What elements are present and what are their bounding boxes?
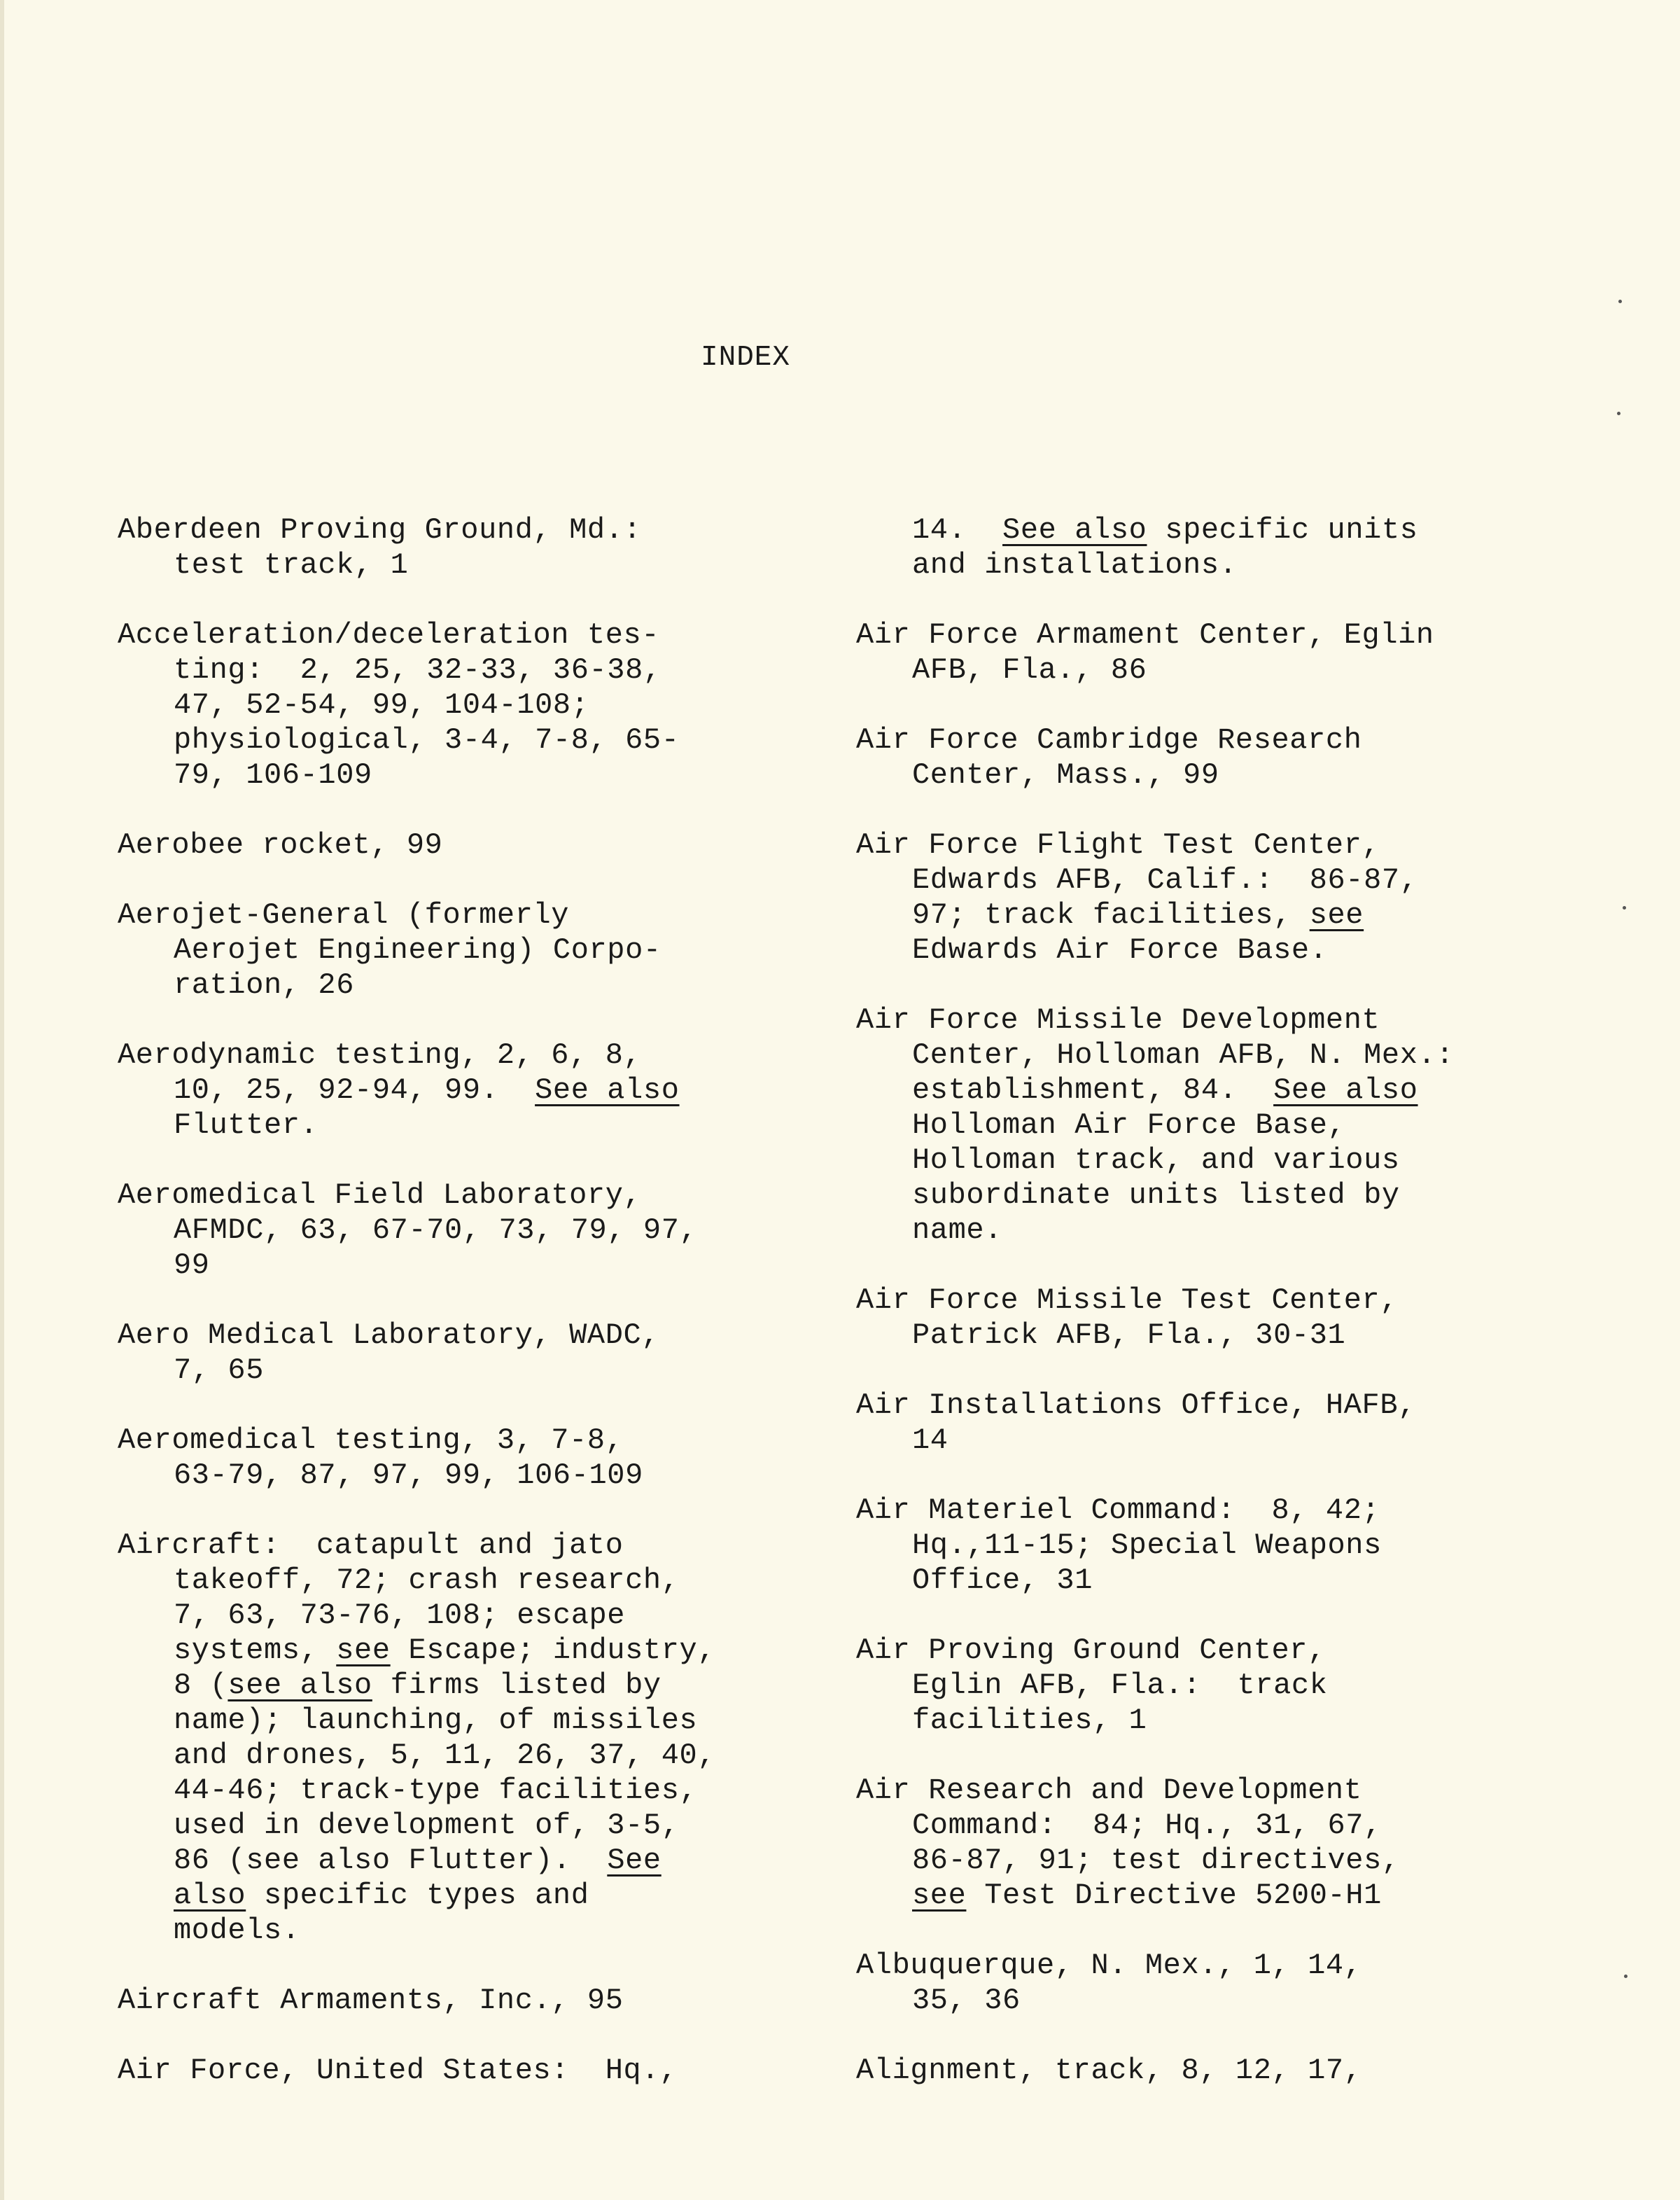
entry-text: Edwards Air Force Base.	[912, 933, 1328, 967]
entry-text: Aircraft: catapult and jato takeoff, 72; crash research, 7, 63, 73-76, 108; escape systems,	[118, 1529, 680, 1667]
paper-speck	[1617, 412, 1620, 415]
index-entry: Air Force Armament Center, Eglin AFB, Fla., 86	[856, 618, 1434, 687]
paper-speck	[1623, 906, 1626, 910]
paper-speck	[1624, 1975, 1628, 1978]
cross-reference: See also	[1273, 1073, 1418, 1107]
page-title: INDEX	[700, 342, 791, 374]
index-entry: Air Force, United States: Hq.,	[118, 2054, 678, 2087]
cross-reference: see	[336, 1634, 391, 1667]
index-entry: Aerobee rocket, 99	[118, 828, 443, 862]
index-entry: Aircraft Armaments, Inc., 95	[118, 1984, 624, 2017]
entry-text: Aerodynamic testing, 2, 6, 8, 10, 25, 92-94, 99.	[118, 1038, 642, 1107]
entry-text: 14.	[912, 513, 1003, 547]
entry-text: Air Force Flight Test Center, Edwards AFB, Calif.: 86-87, 97; track facilities,	[856, 828, 1418, 932]
page-edge	[0, 0, 4, 2200]
cross-reference: See also	[174, 1844, 662, 1912]
entry-text: Flutter.	[174, 1108, 318, 1142]
entry-text: Air Research and Development Command: 84; Hq., 31, 67, 86-87, 91; test directives,	[856, 1774, 1400, 1877]
cross-reference: See also	[1002, 513, 1147, 547]
index-entry: Air Installations Office, HAFB, 14	[856, 1388, 1416, 1457]
cross-reference: see	[1309, 898, 1364, 932]
index-entry: Air Force Cambridge Research Center, Mass., 99	[856, 723, 1362, 792]
index-column-left	[118, 513, 748, 2123]
index-entry	[856, 1773, 1486, 1913]
index-entry: Acceleration/deceleration tes- ting: 2, 25, 32-33, 36-38, 47, 52-54, 99, 104-108; physiological, 3-4, 7-8, 65- 79, 106-109	[118, 618, 680, 792]
cross-reference: See also	[535, 1073, 680, 1107]
entry-text: specific types and models.	[174, 1879, 589, 1947]
entry-text: firms listed by name); launching, of missiles and drones, 5, 11, 26, 37, 40, 44-46; track-type facilities, used in development of, 3-5, 86 (see also Flutter).	[174, 1669, 716, 1877]
cross-reference: see also	[227, 1669, 372, 1702]
index-entry: Albuquerque, N. Mex., 1, 14, 35, 36	[856, 1949, 1362, 2017]
entry-text: Air Force Missile Development Center, Holloman AFB, N. Mex.: establishment, 84.	[856, 1003, 1455, 1107]
index-entry: Aeromedical Field Laboratory, AFMDC, 63, 67-70, 73, 79, 97, 99	[118, 1178, 698, 1282]
entry-text: Holloman Air Force Base, Holloman track, and various subordinate units listed by name.	[912, 1108, 1400, 1247]
index-entry: Alignment, track, 8, 12, 17,	[856, 2054, 1362, 2087]
paper-speck	[1618, 300, 1622, 303]
index-entry: Air Force Missile Test Center, Patrick AFB, Fla., 30-31	[856, 1283, 1399, 1352]
index-entry: Aerojet-General (formerly Aerojet Engineering) Corpo- ration, 26	[118, 898, 662, 1002]
index-entry	[856, 828, 1486, 968]
index-entry-continued	[856, 513, 1486, 583]
index-entry: Air Proving Ground Center, Eglin AFB, Fla.: track facilities, 1	[856, 1634, 1328, 1737]
entry-text: Escape; industry, 8 (	[174, 1634, 716, 1702]
index-entry: Air Materiel Command: 8, 42; Hq.,11-15; Special Weapons Office, 31	[856, 1494, 1382, 1597]
index-entry	[118, 1528, 748, 1948]
index-entry: Aeromedical testing, 3, 7-8, 63-79, 87, 97, 99, 106-109	[118, 1423, 643, 1492]
cross-reference: see	[912, 1879, 967, 1912]
index-entry	[118, 1038, 748, 1143]
index-entry	[856, 1003, 1486, 1248]
entry-text: specific units and installations.	[912, 513, 1418, 582]
index-entry: Aero Medical Laboratory, WADC, 7, 65	[118, 1318, 660, 1387]
index-entry: Aberdeen Proving Ground, Md.: test track, 1	[118, 513, 642, 582]
index-column-right	[856, 513, 1486, 2123]
entry-text: Test Directive 5200-H1	[966, 1879, 1382, 1912]
